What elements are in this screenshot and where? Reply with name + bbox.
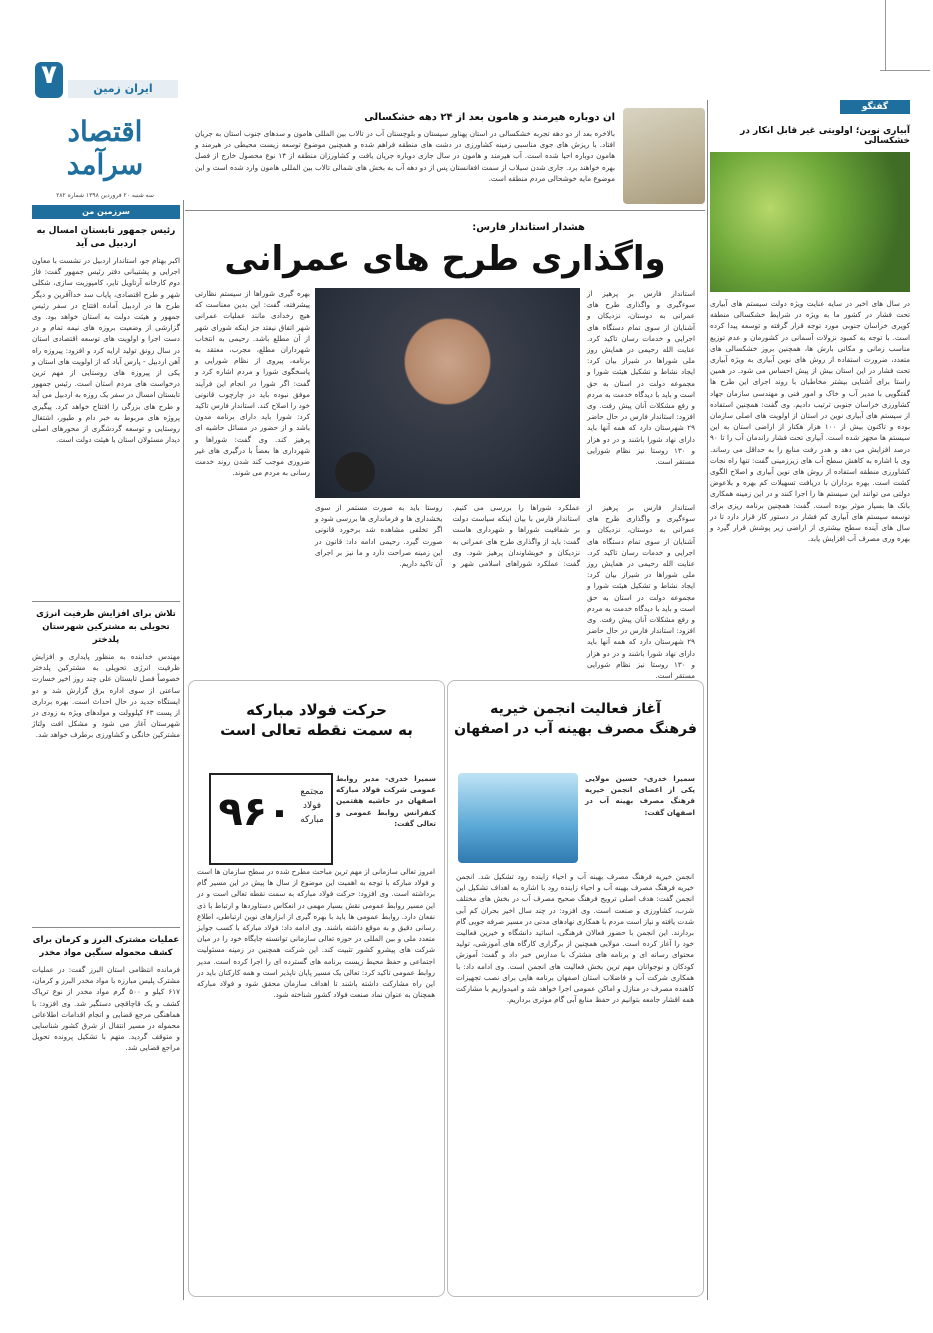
water-story bbox=[447, 680, 704, 1297]
headline: واگذاری طرح های عمرانی bbox=[224, 239, 666, 279]
kicker: هشدار استاندار فارس: bbox=[472, 222, 585, 233]
story-title: فرهنگ مصرف بهینه آب در اصفهان bbox=[454, 721, 697, 737]
top-story bbox=[185, 100, 705, 208]
steel-story bbox=[188, 680, 445, 1297]
water-glass-photo bbox=[458, 773, 578, 863]
story-body: اکبر بهنام جو، استاندار اردبیل در نشست با معاون اجرایی و پشتیبانی دفتر رئیس جمهور گفت: فاز دوم کارخانه آرتاویل تایر، کامپوزیت سازی، شکلی شهر و طرح اقتصادی، پایاب سد خداآفرین و دیگر طرح ها در اردبیل آماده افتتاح در سفر رئیس جمهور و هیئت دولت به استان خواهد بود. وی گزارشی از وضعیت بروزه های نیمه تمام و در دست اجرا و اولویت های توسعه اقتصادی استان در سال رونق تولید ارایه کرد و افزود: پیروزه راه آهن اردبیل - پارس آباد که از اولویت های استان و یکی از پیروزه های روستایی از مهم ترین درخواست های مردم استان است. رئیس جمهور تابستان امسال در سفر یک روزه به اردبیل می آید و طرح های بزرگی را افتتاح خواهد کرد. پیگیری پروژه های مربوط به خبر دام و طیور، اشتغال روستایی و توسعه گردشگری از محورهای اصلی دیدار مسئولان استان با هیئت دولت است. bbox=[32, 256, 180, 445]
divider bbox=[185, 210, 705, 211]
logo: اقتصاد سرآمد bbox=[66, 115, 144, 181]
main-story-body-right: استاندار فارس بر پرهیز از سوءگیری و واگذاری طرح های عمرانی به دوستان، نزدیکان و آشنایان از سوی تمام دستگاه های اجرایی و خدمات رسان تاکید کرد. عنایت الله رحیمی در همایش روز ملی شوراها در شیراز بیان کرد: ایجاد نشاط و تشکیل هیئت شورا و مجموعه دولت در استان به حق است و باید با دیدگاه خدمت به مردم و رفع مشکلات آنان پیش رفت. وی افزود: استاندار فارس در حال حاضر ۲۹ شهرستان دارد که همه آنها باید دارای نهاد شورا باشند و در دو هزار و ۱۳۰ روستا نیز نظام شورایی مستقر است. bbox=[587, 289, 695, 467]
corner-marker bbox=[885, 0, 886, 70]
main-story-body-mid: عملکرد شوراها را بررسی می کنیم. استاندار فارس با بیان اینکه سیاست دولت بر شفافیت شوراها و شهرداری هاست گفت: باید از واگذاری طرح های عمرانی به نزدیکان و خویشاوندان پرهیز شود. وی گفت: عملکرد شوراهای اسلامی شهر و روستا باید به صورت مستمر از سوی بخشداری ها و فرمانداری ها بررسی شود و اگر تخلفی مشاهده شد برخورد قانونی صورت گیرد. رحیمی ادامه داد: قانون در این زمینه صراحت دارد و ما نیز بر اجرای آن تاکید داریم. bbox=[314, 503, 580, 569]
column-divider bbox=[707, 100, 708, 1300]
logo-caption: مجتمع فولاد مبارکه bbox=[300, 787, 324, 825]
story-title: تلاش برای افزایش ظرفیت انرژی تحویلی به مشترکین شهرستان پلدختر bbox=[36, 609, 176, 645]
divider bbox=[32, 927, 180, 928]
story-title: عملیات مشترک البرز و کرمان برای کشف محموله سنگین مواد مخدر bbox=[32, 935, 180, 958]
masthead bbox=[0, 0, 180, 200]
left-column bbox=[32, 205, 180, 1295]
story-body: بالاخره بعد از دو دهه تجربه خشکسالی در استان پهناور سیستان و بلوچستان آب در تالاب بین المللی هامون و سدهای جنوب استان به جریان افتاد. با ریزش های جوی مناسبی زمینه کشاورزی در دشت های منطقه فراهم شده و همچنین موضوع توسعه زیست محیطی در هیرمند و هامون دوباره احیا شده است. آب هیرمند و هامون در سال جاری دوباره جریان یافت و کشاورزان منطقه از ۱۴ نوع محصول خارج از فصل بهره خواهند برد. جاری شدن سیلاب از سمت افغانستان پس از دو دهه آب به بخش های شمالی تالاب بین المللی هامون وارد شده است و این موضوع مایه خوشحالی مردم منطقه است. bbox=[195, 129, 615, 183]
story-body: انجمن خیریه فرهنگ مصرف بهینه آب و احیاء زاینده رود تشکیل شد. انجمن خیریه فرهنگ مصرف بهینه آب و احیاء زاینده رود با اشاره به اهداف تشکیل این انجمن گفت: هدف اصلی ترویج فرهنگ صحیح مصرف آب در بخش های مختلف شرب، کشاورزی و صنعت است. وی افزود: در چند سال اخیر بحران کم آبی شدت یافته و نیاز است مردم با همکاری نهادهای مدنی در مسیر صرفه جویی گام بردارند. این انجمن با حضور فعالان فرهنگی، اساتید دانشگاه و خیرین فعالیت خود را آغاز کرده است. مولایی همچنین از برگزاری کارگاه های آموزشی، تولید محتوای رسانه ای و برنامه های مشترک با مدارس خبر داد و گفت: آموزش کودکان و نوجوانان مهم ترین بخش فعالیت های انجمن است. وی ادامه داد: با همکاری شرکت آب و فاضلاب استان اصفهان برنامه هایی برای نصب تجهیزات کاهنده مصرف در منازل و اماکن عمومی اجرا خواهد شد و امیدواریم با مشارکت همه اقشار جامعه بتوانیم در حفظ منابع آبی گام موثری برداریم. bbox=[456, 872, 694, 1005]
section-name: ایران زمین bbox=[68, 80, 178, 98]
story-body: فرمانده انتظامی استان البرز گفت: در عملیات مشترک پلیس مبارزه با مواد مخدر البرز و کرمان، ۶۱۷ کیلو و ۵۰۰ گرم مواد مخدر از نوع تریاک کشف و یک قاچاقچی دستگیر شد. وی افزود: با هماهنگی مرجع قضایی و انجام اقدامات اطلاعاتی محموله در مسیر انتقال از شرق کشور شناسایی و متوقف گردید. متهم با تشکیل پرونده تحویل مراجع قضایی شد. bbox=[32, 965, 180, 1053]
story-title: ان دوباره هیرمند و هامون بعد از ۲۴ دهه خشکسالی bbox=[364, 112, 615, 123]
main-story bbox=[185, 212, 705, 681]
story-byline: سمیرا خدری- مدیر روابط عمومی شرکت فولاد مبارکه اصفهان در حاشیه هفتمین کنفرانس روابط عمومی و تعالی گفت: bbox=[336, 774, 436, 828]
story-title: به سمت نقطه تعالی است bbox=[220, 721, 413, 739]
story-body: امروز تعالی سازمانی از مهم ترین مباحث مطرح شده در سطح سازمان ها است و فولاد مبارکه با توجه به اهمیت این موضوع از سال ها پیش در این مسیر گام برداشته است. وی افزود: حرکت فولاد مبارکه به سمت نقطه تعالی است و در این مسیر روابط عمومی نقش بسیار مهمی در انعکاس دستاوردها و ارتباط با ذی نفعان دارد. روابط عمومی ها باید با بهره گیری از ابزارهای نوین ارتباطی، اطلاع رسانی دقیق و به موقع داشته باشند. وی ادامه داد: فولاد مبارکه با کسب جوایز متعدد ملی و بین المللی در حوزه تعالی سازمانی توانسته جایگاه خود را در میان شرکت های پیشرو کشور تثبیت کند. این شرکت همچنین در زمینه مسئولیت اجتماعی و حفظ محیط زیست برنامه های گسترده ای را اجرا کرده است. مدیر روابط عمومی تاکید کرد: تعالی یک مسیر پایان ناپذیر است و همه کارکنان باید در این راه مشارکت داشته باشند تا اهداف سازمان محقق شود و فولاد مبارکه همچنان به عنوان نماد صنعت فولاد کشور شناخته شود. bbox=[197, 867, 435, 1000]
page-number: ۷ bbox=[41, 60, 57, 90]
right-column bbox=[710, 100, 910, 1300]
microphone-icon bbox=[335, 452, 375, 492]
story-title: آبیاری نوین؛ اولویتی غیر قابل انکار در خشکسالی bbox=[740, 126, 910, 146]
story-title: رئیس جمهور تابستان امسال به اردبیل می آید bbox=[36, 226, 176, 249]
main-story-body-left: بهره گیری شوراها از سیستم نظارتی پیشرفته، گفت: این بدین معناست که هیچ رخدادی مانند عملیات عمرانی شهر اتفاق نیفتد جز اینکه شورای شهر از آن مطلع باشد. رحیمی به انتخاب شهرداران مطلع، مجرب، معتقد به برنامه، پیروی از نظام شورایی و پاسخگوی شورا و مردم اشاره کرد و گفت: اگر شورا در انجام این فرآیند موفق نبوده باید در چارچوب قانونی خود را اصلاح کند. استاندار فارس تاکید کرد: شورا باید دارای برنامه مدون باشد و از حضور در مسائل حاشیه ای پرهیز کند. وی گفت: شوراها و شهرداری ها بعضاً با درگیری های غیر ضروری موجب کند شدن روند خدمت رسانی به مردم می شوند. bbox=[195, 289, 310, 478]
story-title: آغاز فعالیت انجمن خیریه bbox=[490, 701, 661, 717]
dry-lake-photo bbox=[623, 108, 705, 204]
story-body: در سال های اخیر در سایه عنایت ویژه دولت سیستم های آبیاری تحت فشار در کشور ما به ویژه در شرایط خشکسالی منطقه کویری خراسان جنوبی مورد توجه قرار گرفته و توسعه پیدا کرده است. با توجه به کمبود نزولات آسمانی در کشورمان و عدم توزیع مناسب زمانی و مکانی بارش ها، همچنین بروز خشکسالی های متعدد، ضرورت استفاده از روش های نوین آبیاری به ویژه آبیاری تحت فشار در این استان بیش از پیش احساس می شود. در همین راستا برای آشنایی بیشتر مخاطبان با روند اجرای این طرح ها گفتگویی با مدیر آب و خاک و امور فنی و مهندسی سازمان جهاد کشاورزی خراسان جنوبی ترتیب دادیم. وی گفت: همچنین استفاده از سیستم های آبیاری نوین در استان از اولویت های اصلی سازمان بوده و تاکنون بیش از ۱۰۰ هزار هکتار از اراضی استان به این سیستم ها مجهز شده است. آبیاری تحت فشار راندمان آب را تا ۹۰ درصد افزایش می دهد و هدر رفت منابع را به حداقل می رساند. وی با اشاره به کاهش سطح آب های زیرزمینی گفت: تنها راه نجات کشاورزی منطقه استفاده از روش های نوین آبیاری و اصلاح الگوی کشت است. بهره برداران با دریافت تسهیلات کم بهره و بلاعوض دولتی می توانند این سیستم ها را اجرا کنند و در این زمینه همکاری بانک ها بسیار موثر بوده است. گفت: همچنین برنامه ریزی برای توسعه سیستم های آبیاری کم فشار در دستور کار قرار دارد تا در سال های آینده سطح بیشتری از اراضی زیر پوشش قرار گیرد و بهره وری مصرف آب افزایش یابد. bbox=[710, 299, 910, 544]
story-body: مهندس خدابنده به منظور پایداری و افزایش ظرفیت انرژی تحویلی به مشترکین پلدختر خصوصاً فصل تابستان علی چند روز اخیر خسارت ساعتی از سوی اداره برق گزارش شد و دو ایستگاه جدید در حال احداث است. بهره برداری از پست ۶۳ کیلوولت و مولدهای ویژه به زودی در شهرستان آغاز می شود و مشکل افت ولتاژ مشترکین خانگی و کشاورزی برطرف خواهد شد. bbox=[32, 652, 180, 740]
divider bbox=[32, 601, 180, 602]
main-story-body-right-cont: استاندار فارس بر پرهیز از سوءگیری و واگذاری طرح های عمرانی به دوستان، نزدیکان و آشنایان از سوی تمام دستگاه های اجرایی و خدمات رسان تاکید کرد. عنایت الله رحیمی در همایش روز ملی شوراها در شیراز بیان کرد: ایجاد نشاط و تشکیل هیئت شورا و مجموعه دولت در استان به حق است و باید با دیدگاه خدمت به مردم و رفع مشکلات آنان پیش رفت. وی افزود: استاندار فارس در حال حاضر ۲۹ شهرستان دارد که همه آنها باید دارای نهاد شورا باشند و در دو هزار و ۱۳۰ روستا نیز نظام شورایی مستقر است. bbox=[587, 503, 695, 681]
foolad-logo bbox=[209, 773, 333, 865]
column-divider bbox=[183, 200, 184, 1300]
logo-number: ۹۶۰ bbox=[218, 789, 292, 835]
story-title: حرکت فولاد مبارکه bbox=[246, 701, 387, 719]
corner-marker bbox=[880, 70, 930, 71]
right-column-tab: گفتگو bbox=[840, 100, 910, 114]
left-column-tab: سرزمین من bbox=[32, 205, 180, 219]
story-byline: سمیرا خدری- حسین مولایی یکی از اعضای انجمن خیریه فرهنگ مصرف بهینه آب در اصفهان گفت: bbox=[585, 774, 695, 817]
date-line: سه شنبه ۲۰ فروردین ۱۳۹۸ شماره ۲۸۲ bbox=[56, 192, 154, 199]
drip-irrigation-photo bbox=[710, 152, 910, 292]
